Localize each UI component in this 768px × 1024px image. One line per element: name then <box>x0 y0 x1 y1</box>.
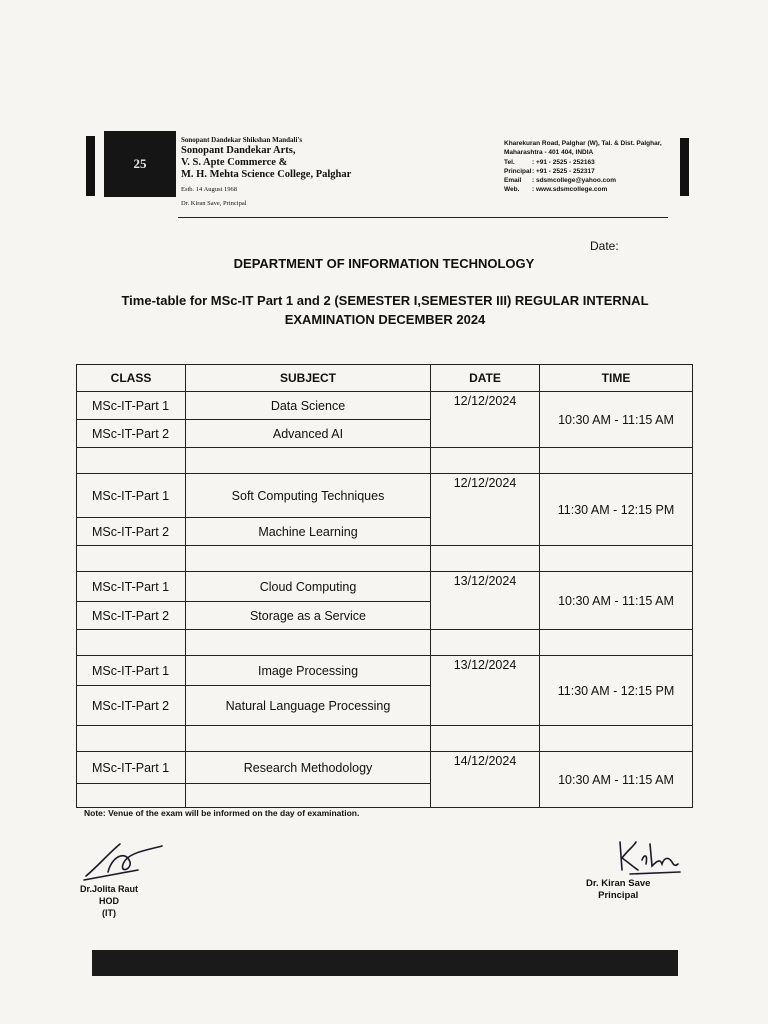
empty-cell <box>186 726 431 752</box>
contact-key: Email <box>504 177 522 184</box>
hod-sign-block <box>80 883 138 919</box>
class-cell: MSc-IT-Part 1 <box>77 656 186 686</box>
letterhead-address-block <box>504 139 676 194</box>
timetable-title-line-2: EXAMINATION DECEMBER 2024 <box>284 312 486 327</box>
subject-cell: Machine Learning <box>186 518 431 546</box>
letterhead-college-block <box>181 136 421 208</box>
timetable-title <box>80 291 690 329</box>
empty-cell <box>431 448 540 474</box>
date-label: Date: <box>590 239 619 253</box>
date-cell: 12/12/2024 <box>431 392 540 448</box>
contact-value: : +91 - 2525 - 252163 <box>532 159 595 166</box>
contact-row <box>504 185 676 194</box>
subject-cell: Data Science <box>186 392 431 420</box>
contact-value: : +91 - 2525 - 252317 <box>532 168 595 175</box>
table-row <box>77 752 693 784</box>
class-cell: MSc-IT-Part 1 <box>77 474 186 518</box>
timetable-title-line-1: Time-table for MSc-IT Part 1 and 2 (SEMESTER I,SEMESTER III) REGULAR INTERNAL <box>121 293 649 308</box>
principal-role: Principal <box>598 890 639 901</box>
table-row <box>77 572 693 602</box>
contact-row <box>504 158 676 167</box>
hod-role: HOD <box>99 896 119 906</box>
address-line-1: Kharekuran Road, Palghar (W), Tal. & Dist. Palghar, <box>504 140 662 147</box>
table-header-row <box>77 365 693 392</box>
class-cell: MSc-IT-Part 1 <box>77 392 186 420</box>
principal-name: Dr. Kiran Save <box>586 878 651 889</box>
subject-cell: Cloud Computing <box>186 572 431 602</box>
empty-cell <box>186 546 431 572</box>
header-time: TIME <box>540 365 693 392</box>
society-name: Sonopant Dandekar Shikshan Mandali's <box>181 136 303 144</box>
table-row <box>77 392 693 420</box>
time-cell: 11:30 AM - 12:15 PM <box>540 474 693 546</box>
time-cell: 10:30 AM - 11:15 AM <box>540 572 693 630</box>
spacer-row <box>77 546 693 572</box>
class-cell: MSc-IT-Part 1 <box>77 752 186 784</box>
date-cell: 14/12/2024 <box>431 752 540 808</box>
empty-cell <box>540 726 693 752</box>
header-class: CLASS <box>77 365 186 392</box>
empty-cell <box>540 630 693 656</box>
header-date: DATE <box>431 365 540 392</box>
spacer-row <box>77 630 693 656</box>
contact-value: : sdsmcollege@yahoo.com <box>532 177 616 184</box>
empty-cell <box>77 448 186 474</box>
college-name-line-3: M. H. Mehta Science College, Palghar <box>181 169 352 180</box>
class-cell: MSc-IT-Part 2 <box>77 686 186 726</box>
header-subject: SUBJECT <box>186 365 431 392</box>
department-heading: DEPARTMENT OF INFORMATION TECHNOLOGY <box>233 256 535 271</box>
empty-cell <box>431 726 540 752</box>
subject-cell: Storage as a Service <box>186 602 431 630</box>
empty-cell <box>186 448 431 474</box>
contact-row <box>504 167 676 176</box>
class-cell: MSc-IT-Part 2 <box>77 420 186 448</box>
empty-cell <box>431 546 540 572</box>
exam-timetable <box>76 364 693 808</box>
empty-cell <box>77 546 186 572</box>
contact-value: : www.sdsmcollege.com <box>532 186 608 193</box>
subject-cell: Soft Computing Techniques <box>186 474 431 518</box>
empty-cell <box>77 726 186 752</box>
class-cell: MSc-IT-Part 2 <box>77 518 186 546</box>
date-cell: 13/12/2024 <box>431 572 540 630</box>
letterhead-bar-left <box>86 136 95 196</box>
class-cell: MSc-IT-Part 1 <box>77 572 186 602</box>
empty-cell <box>540 448 693 474</box>
letterhead-principal: Dr. Kiran Save, Principal <box>181 200 247 207</box>
class-cell: MSc-IT-Part 2 <box>77 602 186 630</box>
table-row <box>77 656 693 686</box>
empty-cell <box>77 630 186 656</box>
time-cell: 10:30 AM - 11:15 AM <box>540 752 693 808</box>
hod-name: Dr.Jolita Raut <box>80 884 139 894</box>
subject-cell: Natural Language Processing <box>186 686 431 726</box>
date-cell: 12/12/2024 <box>431 474 540 546</box>
venue-note: Note: Venue of the exam will be informed on the day of examination. <box>84 808 360 818</box>
time-cell: 10:30 AM - 11:15 AM <box>540 392 693 448</box>
subject-cell <box>186 784 431 808</box>
principal-sign-block <box>586 878 650 902</box>
college-name-line-2: V. S. Apte Commerce & <box>181 157 288 168</box>
establishment-date: Estb. 14 August 1968 <box>181 186 237 193</box>
empty-cell <box>431 630 540 656</box>
subject-cell: Research Methodology <box>186 752 431 784</box>
contact-row <box>504 176 676 185</box>
hod-signature <box>78 836 168 886</box>
address-line-2: Maharashtra - 401 404, INDIA <box>504 149 594 156</box>
time-cell: 11:30 AM - 12:15 PM <box>540 656 693 726</box>
contact-list <box>504 158 676 194</box>
contact-key: Tel. <box>504 159 515 166</box>
college-logo <box>104 131 176 197</box>
college-name-line-1: Sonopant Dandekar Arts, <box>181 145 296 156</box>
contact-key: Web. <box>504 186 520 193</box>
subject-cell: Advanced AI <box>186 420 431 448</box>
hod-dept: (IT) <box>102 908 116 918</box>
class-cell <box>77 784 186 808</box>
contact-key: Principal <box>504 168 532 175</box>
date-cell: 13/12/2024 <box>431 656 540 726</box>
principal-signature <box>614 836 682 876</box>
college-logo-text: 25 <box>133 156 147 171</box>
table-row <box>77 474 693 518</box>
letterhead-divider <box>178 217 668 218</box>
letterhead-bar-right <box>680 138 689 196</box>
footer-band <box>92 950 678 976</box>
empty-cell <box>540 546 693 572</box>
subject-cell: Image Processing <box>186 656 431 686</box>
empty-cell <box>186 630 431 656</box>
spacer-row <box>77 726 693 752</box>
spacer-row <box>77 448 693 474</box>
